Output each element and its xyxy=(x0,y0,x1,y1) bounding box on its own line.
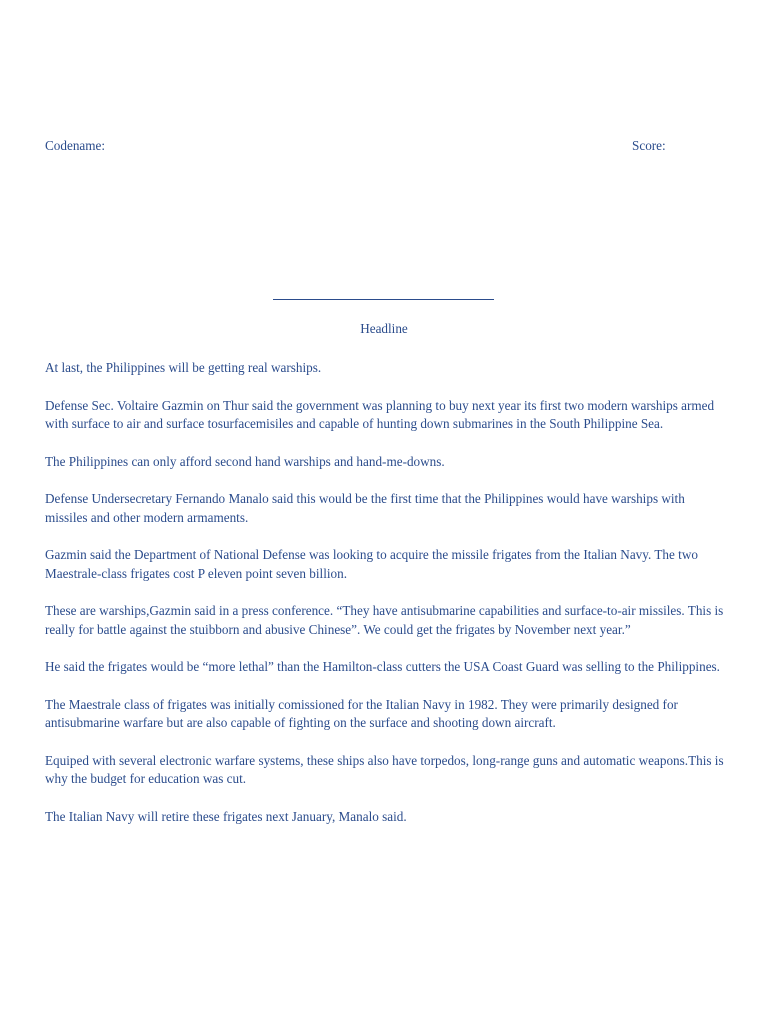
paragraph: The Italian Navy will retire these frigates next January, Manalo said. xyxy=(45,808,407,824)
paragraph: These are warships,Gazmin said in a press conference. “They have antisubmarine capabilities and surface-to-air missiles. This is really for battle against the stuibborn and abusive Chinese”. We could get the frigates by November next year.” xyxy=(45,603,724,637)
paragraph: Gazmin said the Department of National Defense was looking to acquire the missile frigates from the Italian Navy. The two Maestrale-class frigates cost P eleven point seven billion. xyxy=(45,547,698,581)
header-row xyxy=(45,138,725,156)
article-body xyxy=(45,359,725,845)
paragraph: The Philippines can only afford second hand warships and hand-me-downs. xyxy=(45,453,445,469)
codename-label: Codename: xyxy=(45,138,106,153)
title-underline xyxy=(273,287,494,300)
paragraph: Defense Undersecretary Fernando Manalo said this would be the first time that the Philippines would have warships with missiles and other modern armaments. xyxy=(45,491,685,525)
paragraph: Equiped with several electronic warfare systems, these ships also have torpedos, long-range guns and automatic weapons.This is why the budget for education was cut. xyxy=(45,752,724,786)
paragraph: He said the frigates would be “more lethal” than the Hamilton-class cutters the USA Coast Guard was selling to the Philippines. xyxy=(45,659,720,674)
paragraph: At last, the Philippines will be getting real warships. xyxy=(45,360,322,375)
score-label: Score: xyxy=(632,138,666,153)
headline: Headline xyxy=(360,321,408,336)
paragraph: The Maestrale class of frigates was initially comissioned for the Italian Navy in 1982. They were primarily designed for antisubmarine warfare but are also capable of fighting on the surface and shooting down aircraft. xyxy=(45,696,678,730)
paragraph: Defense Sec. Voltaire Gazmin on Thur said the government was planning to buy next year its first two modern warships armed with surface to air and surface tosurfacemisiles and capable of hunting down submarines in the South Philippine Sea. xyxy=(45,397,715,431)
